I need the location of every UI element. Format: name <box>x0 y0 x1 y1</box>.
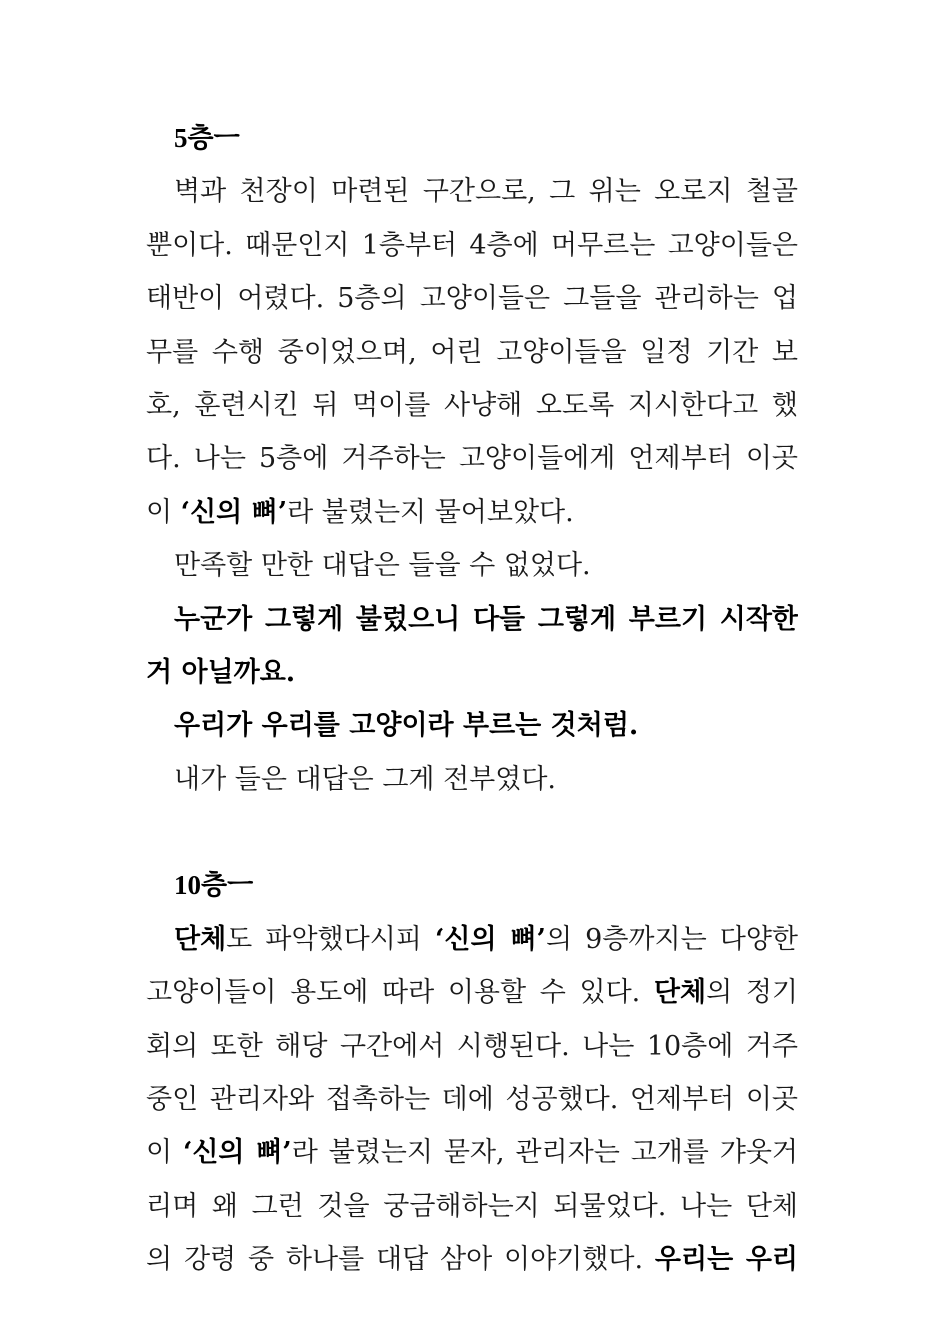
body-line <box>146 486 798 539</box>
quote-line: 우리가 우리를 고양이라 부르는 것처럼. <box>174 710 639 742</box>
body-line: 벽과 천장이 마련된 구간으로, 그 위는 오로지 철골 <box>174 176 798 208</box>
text-span: 라 불렸는지 묻자, 관리자는 고개를 갸웃거 <box>291 1137 798 1169</box>
text-span: 의 강령 중 하나를 대답 삼아 이야기했다. <box>146 1244 655 1276</box>
body-line <box>146 1126 798 1179</box>
text-span: 고양이들이 용도에 따라 이용할 수 있다. <box>146 977 654 1009</box>
emphasis-term: 우리는 우리 <box>654 1244 798 1276</box>
body-line <box>146 966 798 1019</box>
text-span: 도 파악했다시피 <box>226 923 435 955</box>
text-span: 이 <box>146 496 181 528</box>
body-line <box>146 913 798 966</box>
text-span: 이 <box>146 1137 183 1169</box>
section-heading-5f: 5층ㅡ <box>174 123 240 153</box>
body-line: 호, 훈련시킨 뒤 먹이를 사냥해 오도록 지시한다고 했 <box>146 389 798 421</box>
body-line <box>146 1233 798 1286</box>
body-line: 무를 수행 중이었으며, 어린 고양이들을 일정 기간 보 <box>146 336 798 368</box>
body-line: 태반이 어렸다. 5층의 고양이들은 그들을 관리하는 업 <box>146 283 798 315</box>
emphasis-term: 단체 <box>174 923 227 955</box>
document-page <box>146 112 798 1287</box>
body-line: 만족할 만한 대답은 들을 수 없었다. <box>174 550 591 582</box>
body-line: 내가 들은 대답은 그게 전부였다. <box>174 763 556 795</box>
quote-line: 누군가 그렇게 불렀으니 다들 그렇게 부르기 시작한 <box>174 603 798 635</box>
body-line: 회의 또한 해당 구간에서 시행된다. 나는 10층에 거주 <box>146 1030 798 1062</box>
emphasis-term: 단체 <box>653 977 707 1009</box>
body-line: 중인 관리자와 접촉하는 데에 성공했다. 언제부터 이곳 <box>146 1084 798 1116</box>
body-line: 뿐이다. 때문인지 1층부터 4층에 머무르는 고양이들은 <box>146 229 798 261</box>
body-line: 리며 왜 그런 것을 궁금해하는지 되물었다. 나는 단체 <box>146 1190 798 1222</box>
body-line: 다. 나는 5층에 거주하는 고양이들에게 언제부터 이곳 <box>146 443 798 475</box>
text-span: 라 불렸는지 물어보았다. <box>287 496 574 528</box>
emphasis-term: ‘신의 뼈’ <box>182 1137 292 1169</box>
text-span: 의 정기 <box>706 977 798 1009</box>
quote-line: 거 아닐까요. <box>146 656 296 688</box>
section-spacer <box>146 806 798 859</box>
section-heading-10f: 10층ㅡ <box>174 870 254 901</box>
text-span: 의 9층까지는 다양한 <box>545 923 798 955</box>
emphasis-term: ‘신의 뼈’ <box>180 496 288 528</box>
emphasis-term: ‘신의 뼈’ <box>434 923 546 955</box>
